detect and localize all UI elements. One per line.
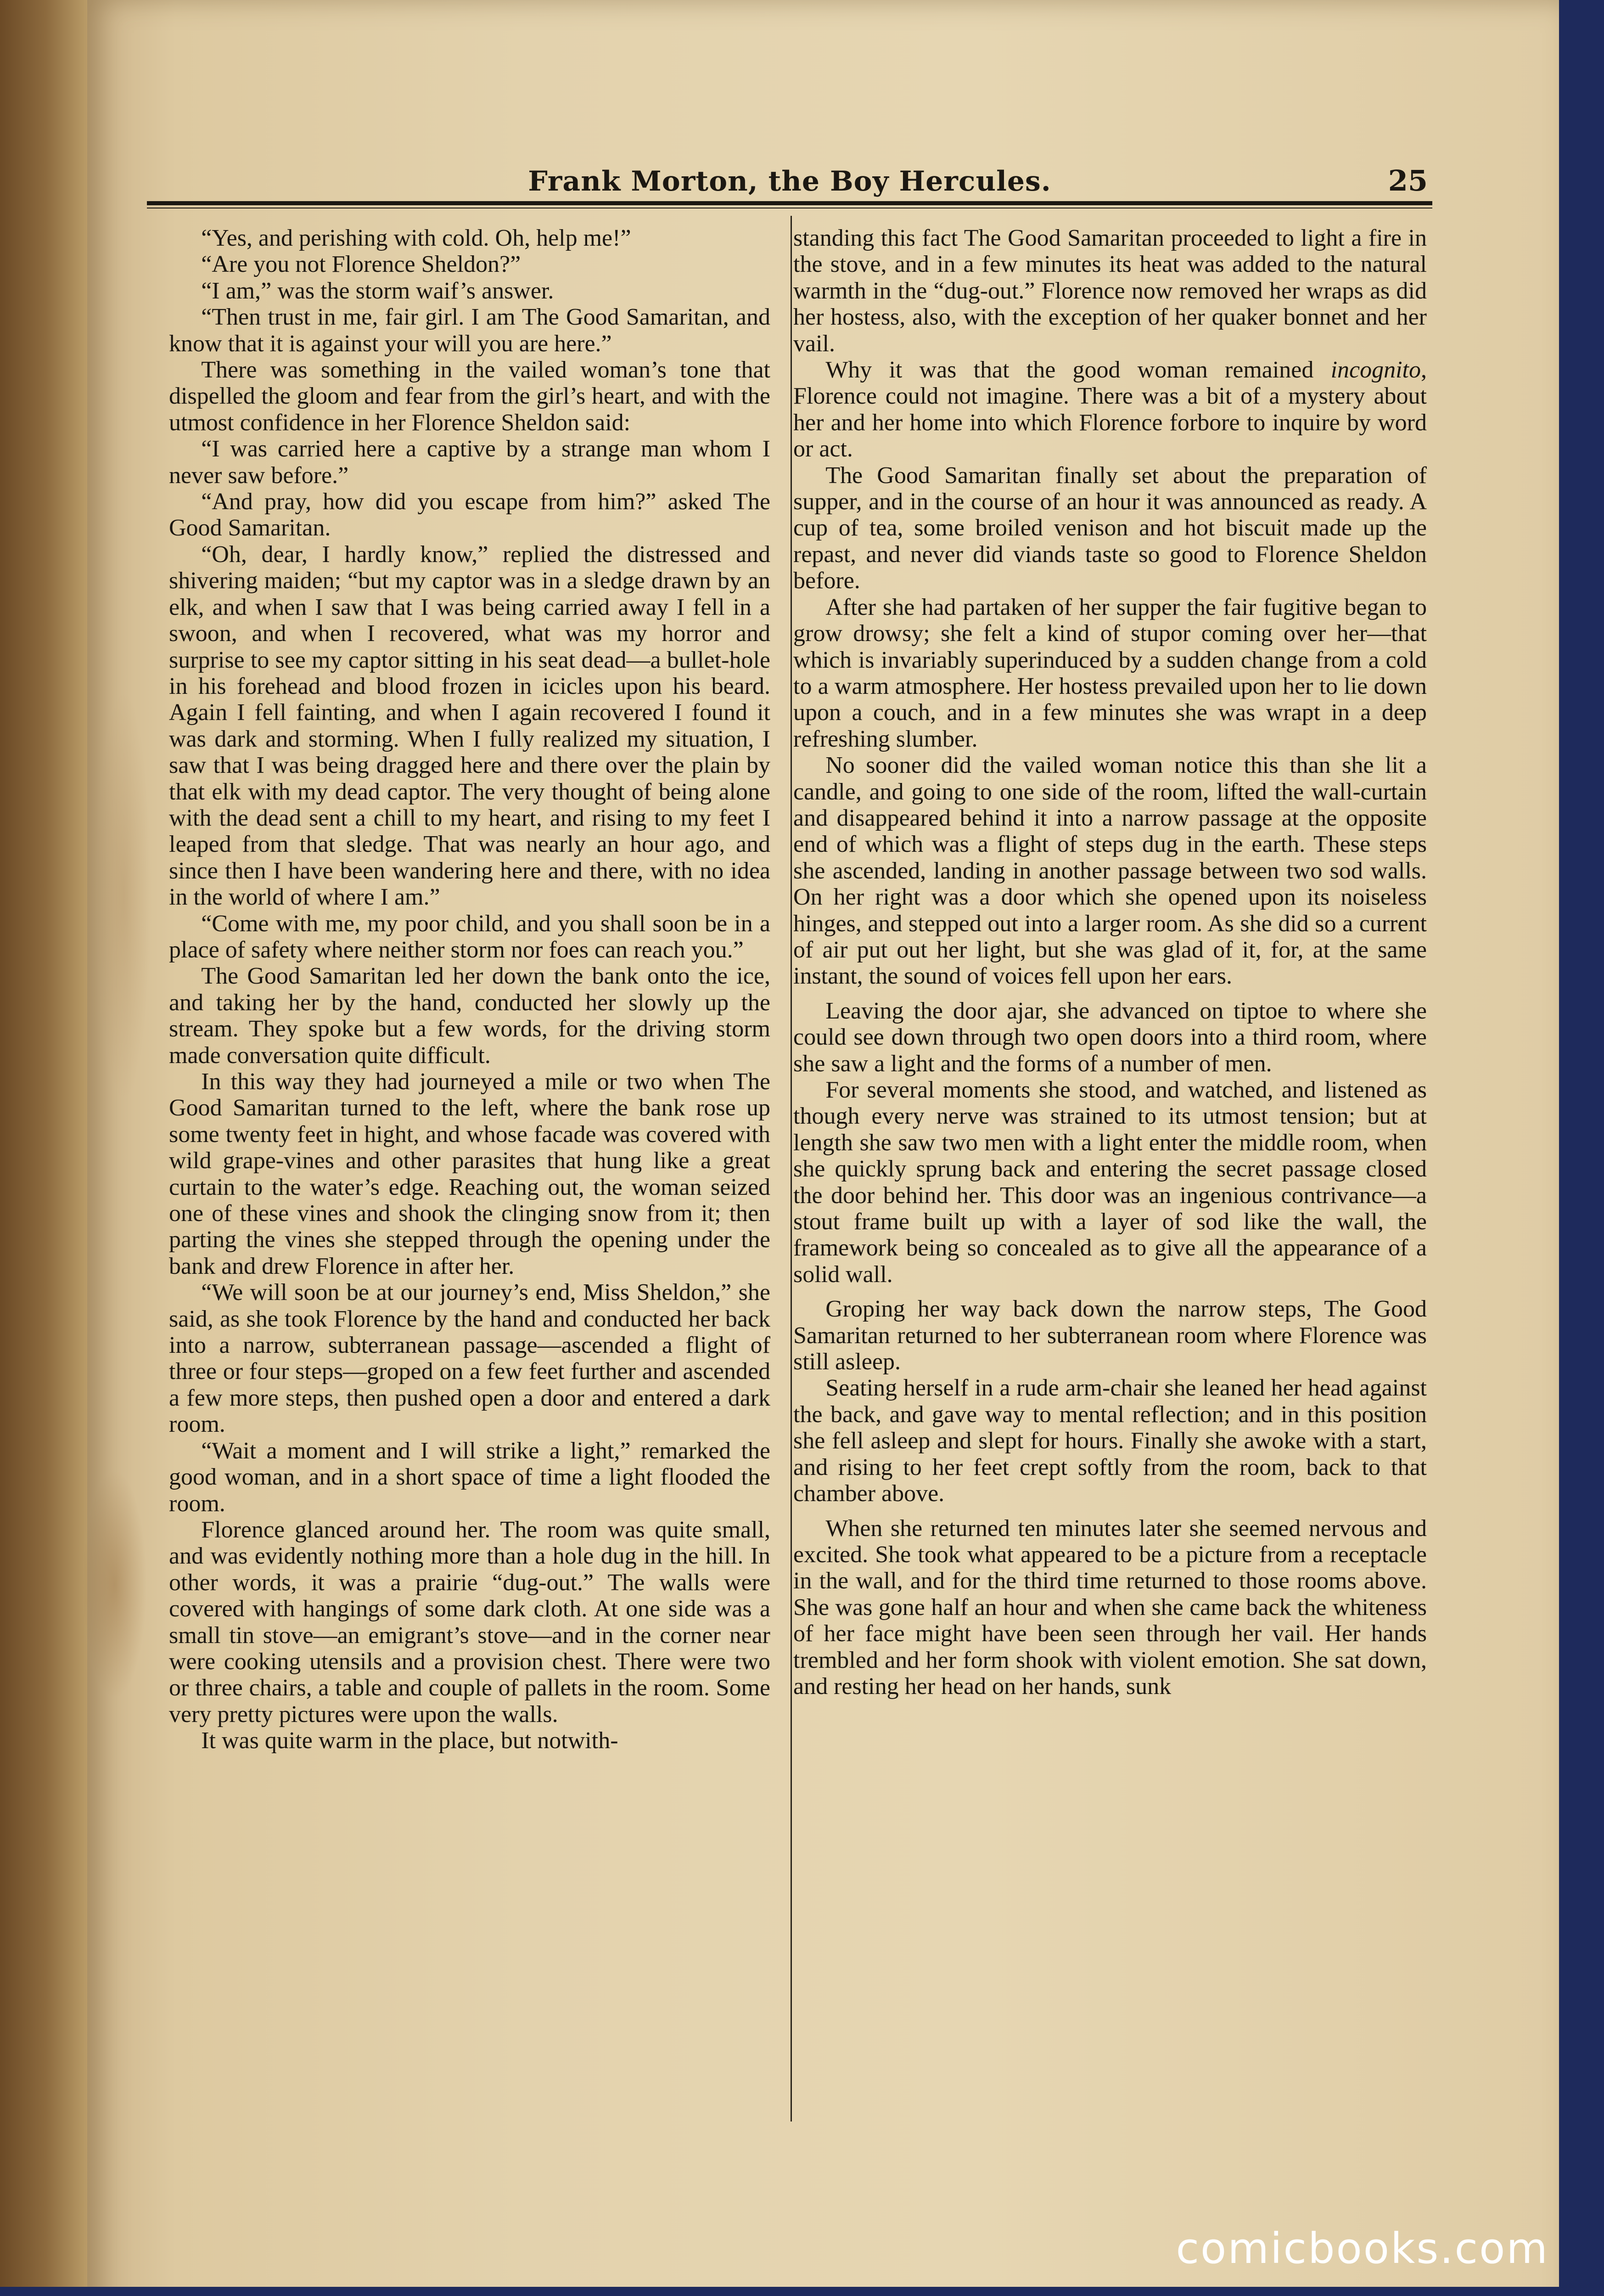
paragraph: For several moments she stood, and watched, and listened as though every nerve was strained to its utmost tension; but at length she saw two men with a light enter the middle room, when she quickly sprung back and entering the secret passage closed the door behind her. This door was an ingenious contrivance—a stout frame built up with a layer of sod like the wall, the framework being so concealed as to give all the appearance of a solid wall. (793, 1077, 1427, 1288)
book-binding (0, 0, 101, 2296)
paragraph-continued: standing this fact The Good Samaritan proceeded to light a fire in the stove, and in a few minutes its heat was added to the natural warmth in the “dug-out.” Florence now removed her wraps as did her hostess, also, with the exception of her quaker bonnet and her vail. (793, 225, 1427, 357)
paper-stain (96, 689, 151, 1102)
paragraph: Leaving the door ajar, she advanced on tiptoe to where she could see down through two open doors into a third room, where she saw a light and the forms of a number of men. (793, 997, 1427, 1077)
paragraph: The Good Samaritan led her down the bank onto the ice, and taking her by the hand, conducted her slowly up the stream. They spoke but a few words, for the driving storm made conversation quite difficult. (169, 963, 770, 1069)
paragraph: It was quite warm in the place, but notwith- (201, 1728, 618, 1754)
paragraph: “I am,” was the storm waif’s answer. (201, 277, 554, 304)
text-column-left (169, 225, 770, 2135)
paragraph: “We will soon be at our journey’s end, Miss Sheldon,” she said, as she took Florence by the hand and conducted her back into a narrow, subterranean passage—ascended a flight of three or four steps—groped on a few feet further and ascended a few more steps, then pushed open a door and entered a dark room. (169, 1279, 770, 1438)
text-run: Why it was that the good woman remained (825, 357, 1331, 383)
header-rule (147, 201, 1432, 205)
paragraph: “Come with me, my poor child, and you shall soon be in a place of safety where neither storm nor foes can reach you.” (169, 910, 770, 963)
paragraph: “Yes, and perishing with cold. Oh, help me!” (201, 225, 631, 251)
paragraph: “Wait a moment and I will strike a light,” remarked the good woman, and in a short space of time a light flooded the room. (169, 1437, 770, 1517)
paragraph: No sooner did the vailed woman notice this than she lit a candle, and going to one side of the room, lifted the wall-curtain and disappeared behind it into a narrow passage at the opposite end of which was a flight of steps dug in the earth. These steps she ascended, landing in another passage between two sod walls. On her right was a door which she opened upon its noiseless hinges, and stepped out into a larger room. As she did so a current of air put out her light, but she was glad of it, for, at the same instant, the sound of voices fell upon her ears. (793, 752, 1427, 990)
italic-word: incognito (1330, 357, 1421, 383)
running-header (147, 147, 1432, 197)
page-edge-bottom (0, 2287, 1604, 2296)
paragraph: Groping her way back down the narrow steps, The Good Samaritan returned to her subterranean room where Florence was still asleep. (793, 1296, 1427, 1375)
page-number: 25 (1388, 164, 1428, 197)
paragraph: There was something in the vailed woman’s tone that dispelled the gloom and fear from the girl’s heart, and with the utmost confidence in her Florence Sheldon said: (169, 357, 770, 436)
paragraph: After she had partaken of her supper the fair fugitive began to grow drowsy; she felt a kind of stupor coming over her—that which is invariably superinduced by a sudden change from a cold to a warm atmosphere. Her hostess prevailed upon her to lie down upon a couch, and in a few minutes she was wrapt in a deep refreshing slumber. (793, 594, 1427, 752)
paragraph (793, 357, 1427, 462)
paragraph: “And pray, how did you escape from him?” asked The Good Samaritan. (169, 489, 770, 541)
paragraph: “Oh, dear, I hardly know,” replied the distressed and shivering maiden; “but my captor was in a sledge drawn by an elk, and when I saw that I was being carried away I fell in a swoon, and when I recovered, what was my horror and surprise to see my captor sitting in his seat dead—a bullet-hole in his forehead and blood frozen in icicles upon his beard. Again I fell fainting, and when I again recovered I found it was dark and storming. When I fully realized my situation, I saw that I was being dragged here and there over the plain by that elk with my dead captor. The very thought of being alone with the dead sent a chill to my heart, and rising to my feet I leaped from that sledge. That was nearly an hour ago, and since then I have been wandering here and there, with no idea in the world of where I am.” (169, 541, 770, 911)
paragraph: “I was carried here a captive by a strange man whom I never saw before.” (169, 436, 770, 489)
paragraph: The Good Samaritan finally set about the preparation of supper, and in the course of an hour it was announced as ready. A cup of tea, some broiled venison and hot biscuit made up the repast, and never did viands taste so good to Florence Sheldon before. (793, 462, 1427, 594)
paper-stain (83, 1469, 147, 1699)
column-divider (791, 216, 792, 2122)
page-edge-right (1559, 0, 1604, 2296)
paragraph: “Then trust in me, fair girl. I am The Good Samaritan, and know that it is against your will you are here.” (169, 304, 770, 357)
text-run: , Florence could not imagine. There was a bit of a mystery about her and her home into which Florence forbore to inquire by word or act. (793, 357, 1427, 462)
paragraph: “Are you not Florence Sheldon?” (201, 251, 521, 278)
running-title: Frank Morton, the Boy Hercules. (528, 165, 1051, 197)
paragraph: Seating herself in a rude arm-chair she leaned her head against the back, and gave way to mental reflection; and in this position she fell asleep and slept for hours. Finally she awoke with a start, and rising to her feet crept softly from the room, back to that chamber above. (793, 1375, 1427, 1507)
paragraph: When she returned ten minutes later she seemed nervous and excited. She took what appeared to be a picture from a receptacle in the wall, and for the third time returned to those rooms above. She was gone half an hour and when she came back the whiteness of her face might have been seen through her vail. Her hands trembled and her form shook with violent emotion. She sat down, and resting her head on her hands, sunk (793, 1515, 1427, 1699)
watermark-logo: comicbooks.com (1176, 2224, 1549, 2273)
text-column-right (793, 225, 1427, 2135)
paragraph: In this way they had journeyed a mile or two when The Good Samaritan turned to the left, where the bank rose up some twenty feet in hight, and whose facade was covered with wild grape-vines and other parasites that hung like a great curtain to the water’s edge. Reaching out, the woman seized one of these vines and shook the clinging snow from it; then parting the vines she stepped through the opening under the bank and drew Florence in after her. (169, 1069, 770, 1279)
paragraph: Florence glanced around her. The room was quite small, and was evidently nothing more than a hole dug in the hill. In other words, it was a prairie “dug-out.” The walls were covered with hangings of some dark cloth. At one side was a small tin stove—an emigrant’s stove—and in the corner near were cooking utensils and a provision chest. There were two or three chairs, a table and couple of pallets in the room. Some very pretty pictures were upon the walls. (169, 1516, 770, 1728)
